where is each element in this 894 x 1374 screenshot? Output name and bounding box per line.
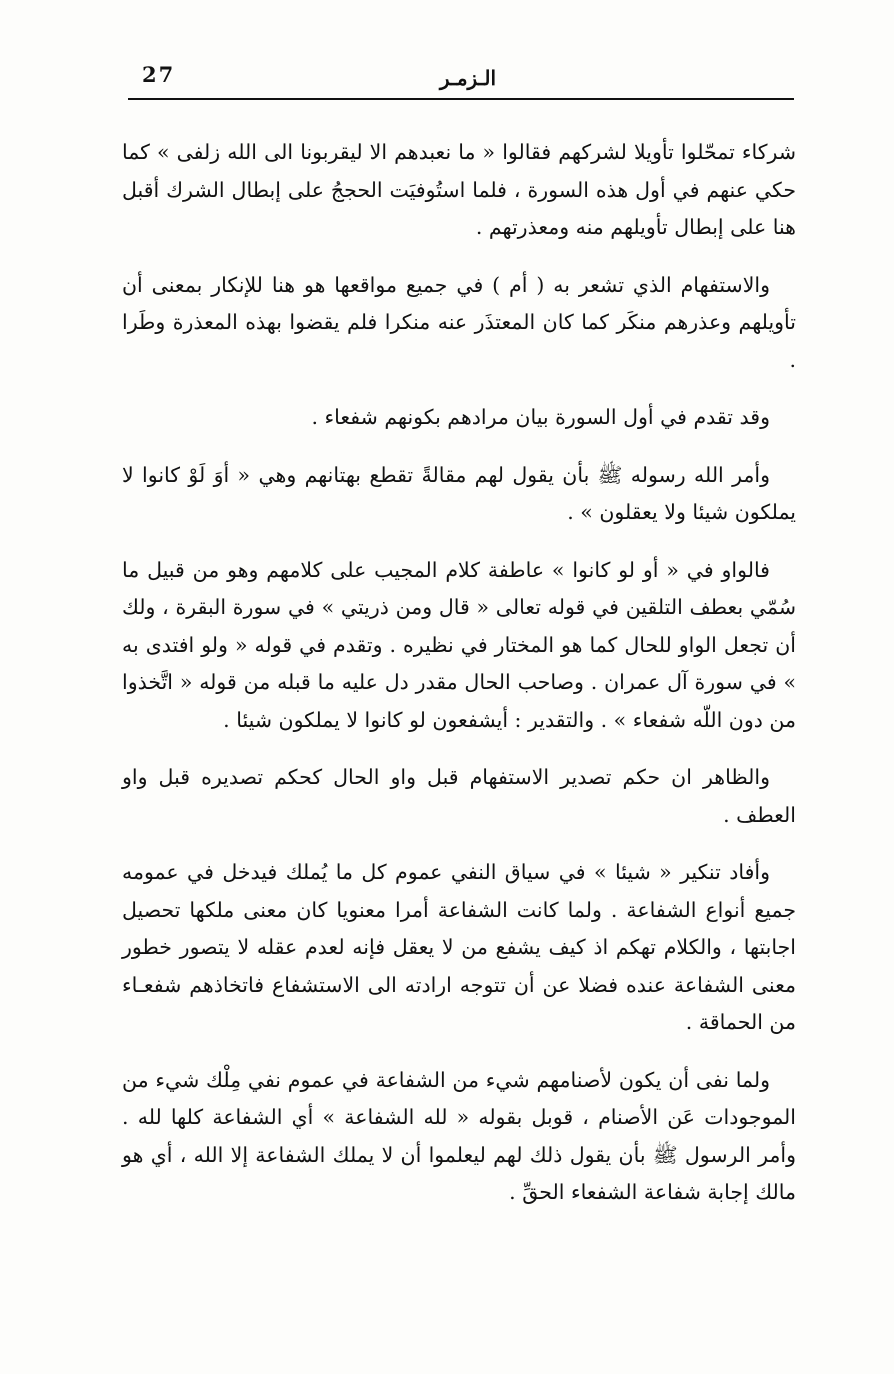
page-number: 27 (142, 62, 176, 87)
paragraph: شركاء تمحّلوا تأويلا لشركهم فقالوا « ما نعبدهم الا ليقربونا الى الله زلفى » كما حكي عنهم في أول هذه السورة ، فلما استُوفيَت الحججُ على إبطال الشرك أقبل هنا على إبطال تأويلهم منه ومعذرتهم . (122, 140, 796, 239)
page-header (128, 60, 794, 100)
running-title: الـزمـر (439, 66, 497, 90)
paragraph: وأمر الله رسوله ﷺ بأن يقول لهم مقالةً تقطع بهتانهم وهي « أوَ لَوْ كانوا لا يملكون شيئا ولا يعقلون » . (122, 462, 796, 524)
paragraph: وأفاد تنكير « شيئا » في سياق النفي عموم كل ما يُملك فيدخل في عمومه جميع أنواع الشفاعة . ولما كانت الشفاعة أمرا معنويا كان معنى ملكها تحصيل اجابتها ، والكلام تهكم اذ كيف يشفع من لا يعقل فإنه لعدم عقله لا يتصور خطور معنى الشفاعة عنده فضلا عن أن تتوجه ارادته الى الاستشفاع فاتخاذهم شفعـاء من الحماقة . (122, 860, 796, 1034)
paragraph: وقد تقدم في أول السورة بيان مرادهم بكونهم شفعاء . (311, 405, 770, 429)
paragraph: والاستفهام الذي تشعر به ( أم ) في جميع مواقعها هو هنا للإنكار بمعنى أن تأويلهم وعذرهم منكَر كما كان المعتذَر عنه منكرا فلم يقضوا بهذه المعذرة وطَرا . (122, 272, 796, 372)
paragraph: والظاهر ان حكم تصدير الاستفهام قبل واو الحال كحكم تصديره قبل واو العطف . (122, 765, 796, 827)
paragraph: ولما نفى أن يكون لأصنامهم شيء من الشفاعة في عموم نفي مِلْك شيء من الموجودات عَن الأصنام ، قوبل بقوله « لله الشفاعة » أي الشفاعة كلها لله . وأمر الرسول ﷺ بأن يقول ذلك لهم ليعلموا أن لا يملك الشفاعة إلا الله ، أي هو مالك إجابة شفاعة الشفعاء الحقِّ . (122, 1067, 796, 1204)
paragraph: فالواو في « أو لو كانوا » عاطفة كلام المجيب على كلامهم وهو من قبيل ما سُمّي بعطف التلقين في قوله تعالى « قال ومن ذريتي » في سورة البقرة ، ولك أن تجعل الواو للحال كما هو المختار في نظيره . وتقدم في قوله « ولو افتدى به » في سورة آل عمران . وصاحب الحال مقدر دل عليه ما قبله من قوله « اتَّخذوا من دون اللّه شفعاء » . والتقدير : أيشفعون لو كانوا لا يملكون شيئا . (122, 557, 796, 732)
header-rule (128, 98, 794, 100)
body-text (122, 134, 796, 1274)
